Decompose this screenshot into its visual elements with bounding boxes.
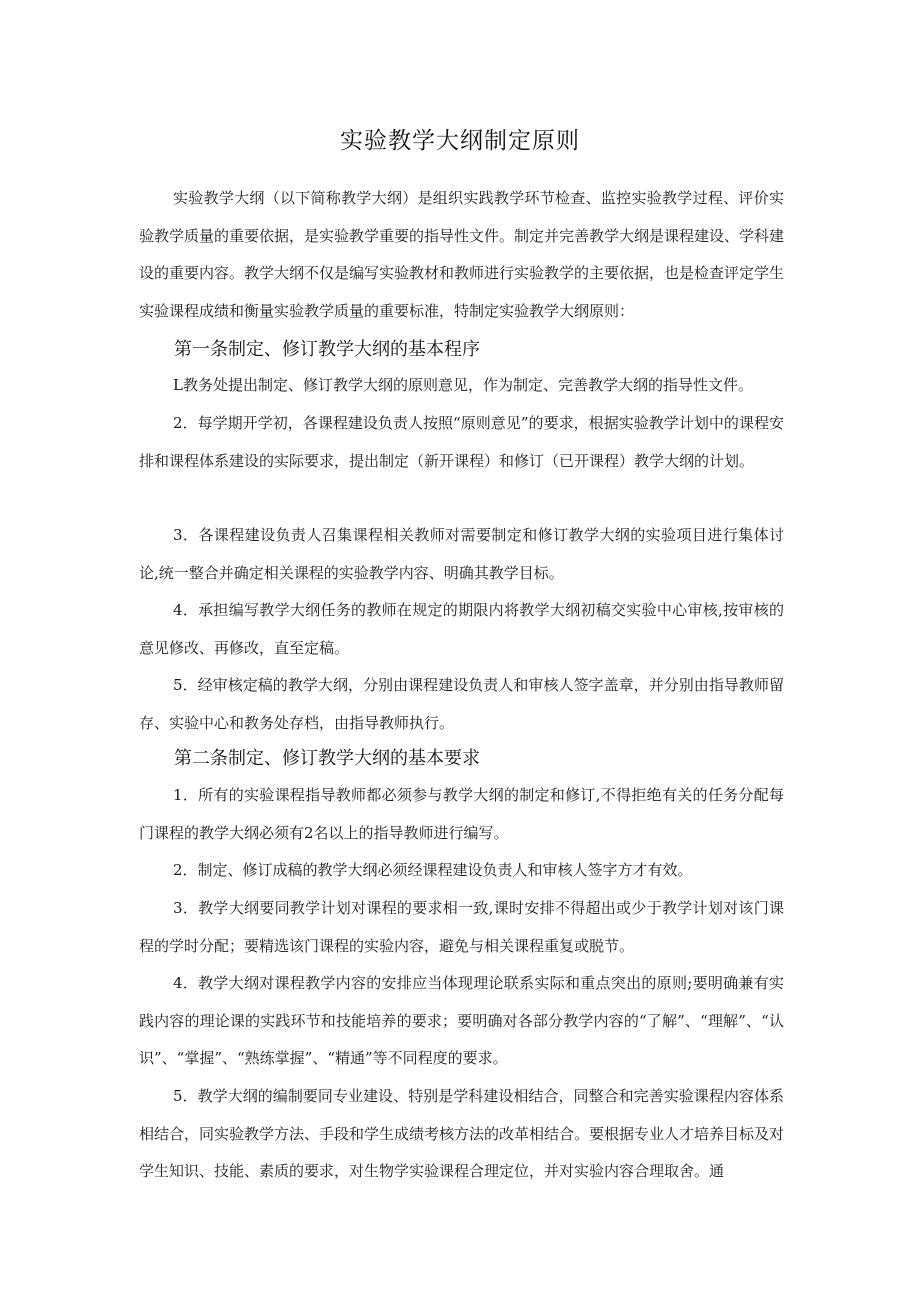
section-1-item-5: 5．经审核定稿的教学大纲，分别由课程建设负责人和审核人签字盖章，并分别由指导教师留存、实验中心和教务处存档，由指导教师执行。 xyxy=(139,676,784,732)
section-1-heading: 第一条制定、修订教学大纲的基本程序 xyxy=(174,339,480,360)
section-2-item-4: 4．教学大纲对课程教学内容的安排应当体现理论联系实际和重点突出的原则;要明确兼有实践内容的理论课的实践环节和技能培养的要求；要明确对各部分教学内容的“了解”、“理解”、“认识”、“掌握”、“熟练掌握”、“精通”等不同程度的要求。 xyxy=(139,974,784,1067)
intro-paragraph: 实验教学大纲（以下简称教学大纲）是组织实践教学环节检查、监控实验教学过程、评价实验教学质量的重要依据，是实验教学重要的指导性文件。制定并完善教学大纲是课程建设、学科建设的重要内容。教学大纲不仅是编写实验教材和教师进行实验教学的主要依据，也是检查评定学生实验课程成绩和衡量实验教学质量的重要标准，特制定实验教学大纲原则： xyxy=(139,189,785,320)
section-2-item-2: 2．制定、修订成稿的教学大纲必须经课程建设负责人和审核人签字方才有效。 xyxy=(173,861,693,879)
page-title: 实验教学大纲制定原则 xyxy=(340,128,580,154)
section-2-item-5: 5．教学大纲的编制要同专业建设、特别是学科建设相结合，同整合和完善实验课程内容体系相结合，同实验教学方法、手段和学生成绩考核方法的改革相结合。要根据专业人才培养目标及对学生知识、技能、素质的要求，对生物学实验课程合理定位，并对实验内容合理取舍。通 xyxy=(139,1087,785,1180)
section-1-item-1: L教务处提出制定、修订教学大纲的原则意见，作为制定、完善教学大纲的指导性文件。 xyxy=(173,376,753,394)
section-1-item-4: 4．承担编写教学大纲任务的教师在规定的期限内将教学大纲初稿交实验中心审核,按审核的意见修改、再修改，直至定稿。 xyxy=(139,601,784,657)
section-2-item-1: 1．所有的实验课程指导教师都必须参与教学大纲的制定和修订,不得拒绝有关的任务分配每门课程的教学大纲必须有2名以上的指导教师进行编写。 xyxy=(139,786,784,842)
section-2-item-3: 3．教学大纲要同教学计划对课程的要求相一致,课时安排不得超出或少于教学计划对该门课程的学时分配；要精选该门课程的实验内容，避免与相关课程重复或脱节。 xyxy=(139,899,784,955)
section-1-item-3: 3．各课程建设负责人召集课程相关教师对需要制定和修订教学大纲的实验项目进行集体讨论,统一整合并确定相关课程的实验教学内容、明确其教学目标。 xyxy=(139,526,784,582)
section-2-heading: 第二条制定、修订教学大纲的基本要求 xyxy=(174,748,480,769)
section-1-item-2: 2．每学期开学初，各课程建设负责人按照“原则意见”的要求，根据实验教学计划中的课程安排和课程体系建设的实际要求，提出制定（新开课程）和修订（已开课程）教学大纲的计划。 xyxy=(139,414,784,470)
